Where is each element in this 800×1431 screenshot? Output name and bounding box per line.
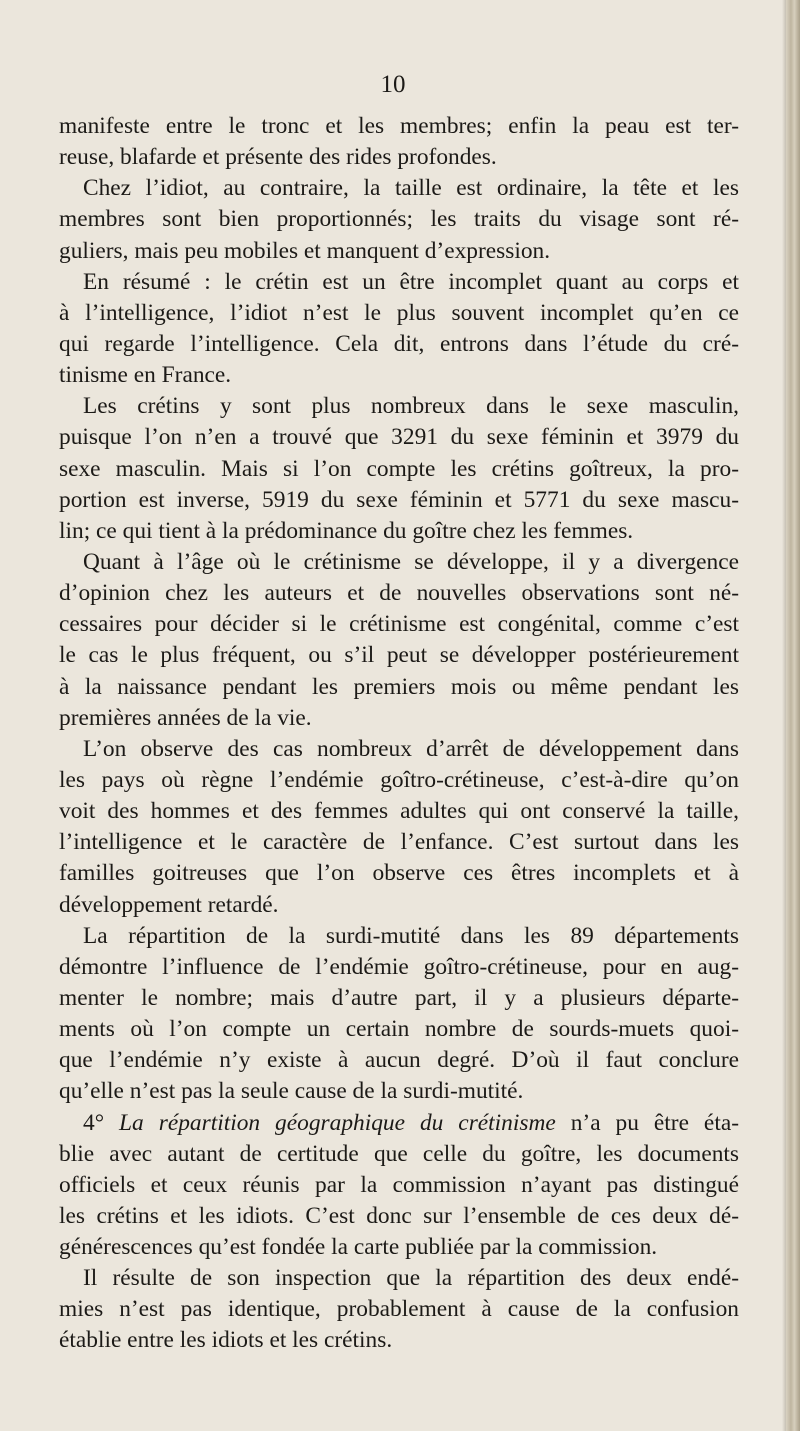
text-fragment: n’a pu être éta- — [555, 1109, 739, 1136]
text-line: l’intelligence et le caractère de l’enfance. C’est surtout dans les — [59, 829, 739, 856]
text-line: à la naissance pendant les premiers mois ou même pendant les — [59, 673, 739, 700]
text-line: cessaires pour décider si le crétinisme est congénital, comme c’est — [59, 611, 739, 638]
text-line: manifeste entre le tronc et les membres; enfin la peau est ter- — [59, 113, 739, 139]
text-line: menter le nombre; mais d’autre part, il y a plusieurs départe- — [59, 984, 739, 1011]
text-line: Chez l’idiot, au contraire, la taille est ordinaire, la tête et les — [83, 175, 739, 202]
text-line: blie avec autant de certitude que celle du goître, les documents — [59, 1140, 739, 1167]
text-line: générescences qu’est fondée la carte publiée par la commission. — [59, 1234, 658, 1261]
text-line: les pays où règne l’endémie goîtro-crétineuse, c’est-à-dire qu’on — [59, 766, 739, 793]
text-line: guliers, mais peu mobiles et manquent d’expression. — [59, 237, 551, 264]
text-line: officiels et ceux réunis par la commission n’ayant pas distingué — [59, 1171, 739, 1198]
text-line: d’opinion chez les auteurs et de nouvelles observations sont né- — [59, 580, 739, 607]
text-line: Il résulte de son inspection que la répartition des deux endé- — [83, 1265, 739, 1292]
section-number: 4° — [83, 1109, 105, 1136]
text-line: Quant à l’âge où le crétinisme se développe, il y a divergence — [83, 548, 739, 575]
text-line: puisque l’on n’en a trouvé que 3291 du sexe féminin et 3979 du — [59, 424, 739, 451]
book-page-edge — [786, 0, 800, 1431]
text-line: reuse, blafarde et présente des rides profondes. — [59, 144, 497, 171]
text-line: le cas le plus fréquent, ou s’il peut se développer postérieurement — [59, 642, 739, 669]
text-line: membres sont bien proportionnés; les traits du visage sont ré- — [59, 206, 739, 233]
text-line: établie entre les idiots et les crétins. — [59, 1327, 393, 1354]
page-number: 10 — [380, 71, 406, 98]
text-line: familles goitreuses que l’on observe ces êtres incomplets et à — [59, 860, 739, 887]
text-line — [59, 1108, 739, 1139]
text-line: premières années de la vie. — [59, 704, 312, 731]
text-line: qu’elle n’est pas la seule cause de la surdi-mutité. — [59, 1078, 524, 1105]
text-line: lin; ce qui tient à la prédominance du goître chez les femmes. — [59, 517, 634, 544]
text-line: que l’endémie n’y existe à aucun degré. D’où il faut conclure — [59, 1047, 739, 1074]
text-line: L’on observe des cas nombreux d’arrêt de développement dans — [83, 735, 739, 762]
text-line: à l’intelligence, l’idiot n’est le plus souvent incomplet qu’en ce — [59, 299, 739, 326]
text-line: les crétins et les idiots. C’est donc sur l’ensemble de ces deux dé- — [59, 1202, 739, 1229]
text-line: La répartition de la surdi-mutité dans les 89 départements — [83, 922, 739, 949]
text-line: En résumé : le crétin est un être incomplet quant au corps et — [83, 268, 739, 295]
text-line: démontre l’influence de l’endémie goîtro-crétineuse, pour en aug- — [59, 953, 739, 980]
section-title: La répartition géographique du crétinisme — [119, 1109, 556, 1136]
text-line: sexe masculin. Mais si l’on compte les crétins goîtreux, la pro- — [59, 455, 739, 482]
text-line: développement retardé. — [59, 891, 279, 918]
text-line: mies n’est pas identique, probablement à cause de la confusion — [59, 1296, 739, 1323]
text-line: ments où l’on compte un certain nombre de sourds-muets quoi- — [59, 1016, 739, 1043]
text-line: Les crétins y sont plus nombreux dans le sexe masculin, — [83, 393, 739, 420]
text-line: tinisme en France. — [59, 362, 232, 389]
body-text — [59, 111, 739, 1357]
text-line: qui regarde l’intelligence. Cela dit, entrons dans l’étude du cré- — [59, 330, 739, 357]
text-line: portion est inverse, 5919 du sexe féminin et 5771 du sexe mascu- — [59, 486, 739, 513]
text-line: voit des hommes et des femmes adultes qui ont conservé la taille, — [59, 798, 739, 825]
